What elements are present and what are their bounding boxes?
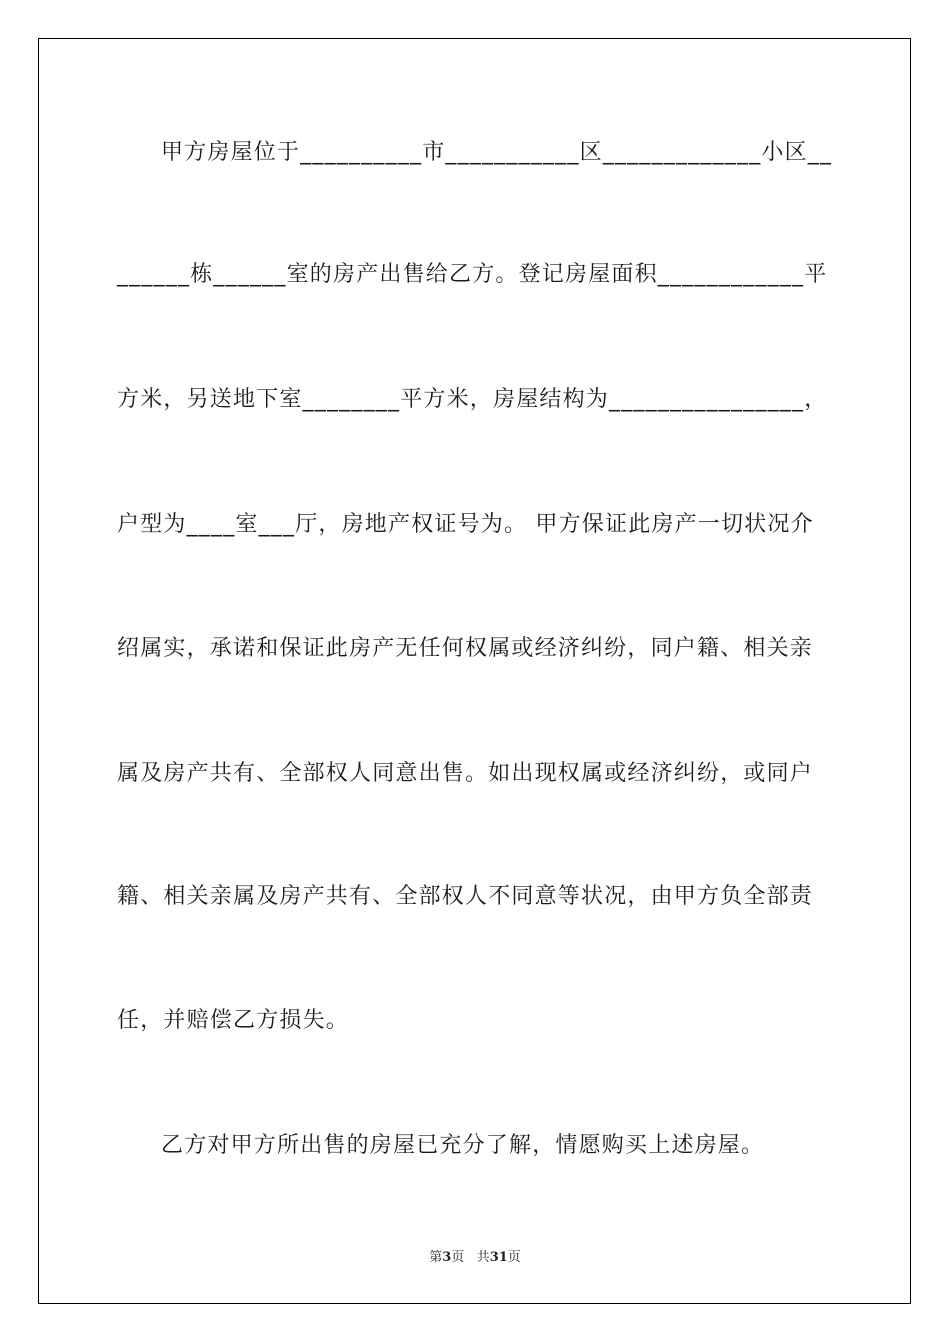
footer-total-pages: 31 <box>489 1250 508 1265</box>
footer-page-prefix: 第 <box>429 1250 443 1265</box>
footer-page-suffix: 页 <box>451 1250 465 1265</box>
paragraph-1-line-8: 任，并赔偿乙方损失。 <box>117 1008 350 1033</box>
paragraph-1-line-7: 籍、相关亲属及房产共有、全部权人不同意等状况，由甲方负全部责 <box>117 884 814 909</box>
footer-total-suffix: 页 <box>507 1250 521 1265</box>
page-border <box>38 38 911 1304</box>
footer-total-prefix: 共 <box>476 1250 490 1265</box>
paragraph-1-line-5: 绍属实，承诺和保证此房产无任何权属或经济纠纷，同户籍、相关亲 <box>117 636 814 661</box>
paragraph-1-line-2: ______栋______室的房产出售给乙方。登记房屋面积____________平 <box>117 262 828 287</box>
footer-page-number: 3 <box>442 1250 452 1265</box>
paragraph-1-line-4: 户型为____室___厅，房地产权证号为。 甲方保证此房产一切状况介 <box>117 512 814 537</box>
paragraph-2-line-1: 乙方对甲方所出售的房屋已充分了解，情愿购买上述房屋。 <box>161 1133 765 1158</box>
paragraph-1-line-3: 方米，另送地下室________平方米，房屋结构为________________， <box>117 387 828 412</box>
paragraph-1-line-6: 属及房产共有、全部权人同意出售。如出现权属或经济纠纷，或同户 <box>117 761 814 786</box>
page-footer <box>0 1246 950 1265</box>
paragraph-1-line-1: 甲方房屋位于__________市___________区_____________小区__ <box>161 140 833 165</box>
